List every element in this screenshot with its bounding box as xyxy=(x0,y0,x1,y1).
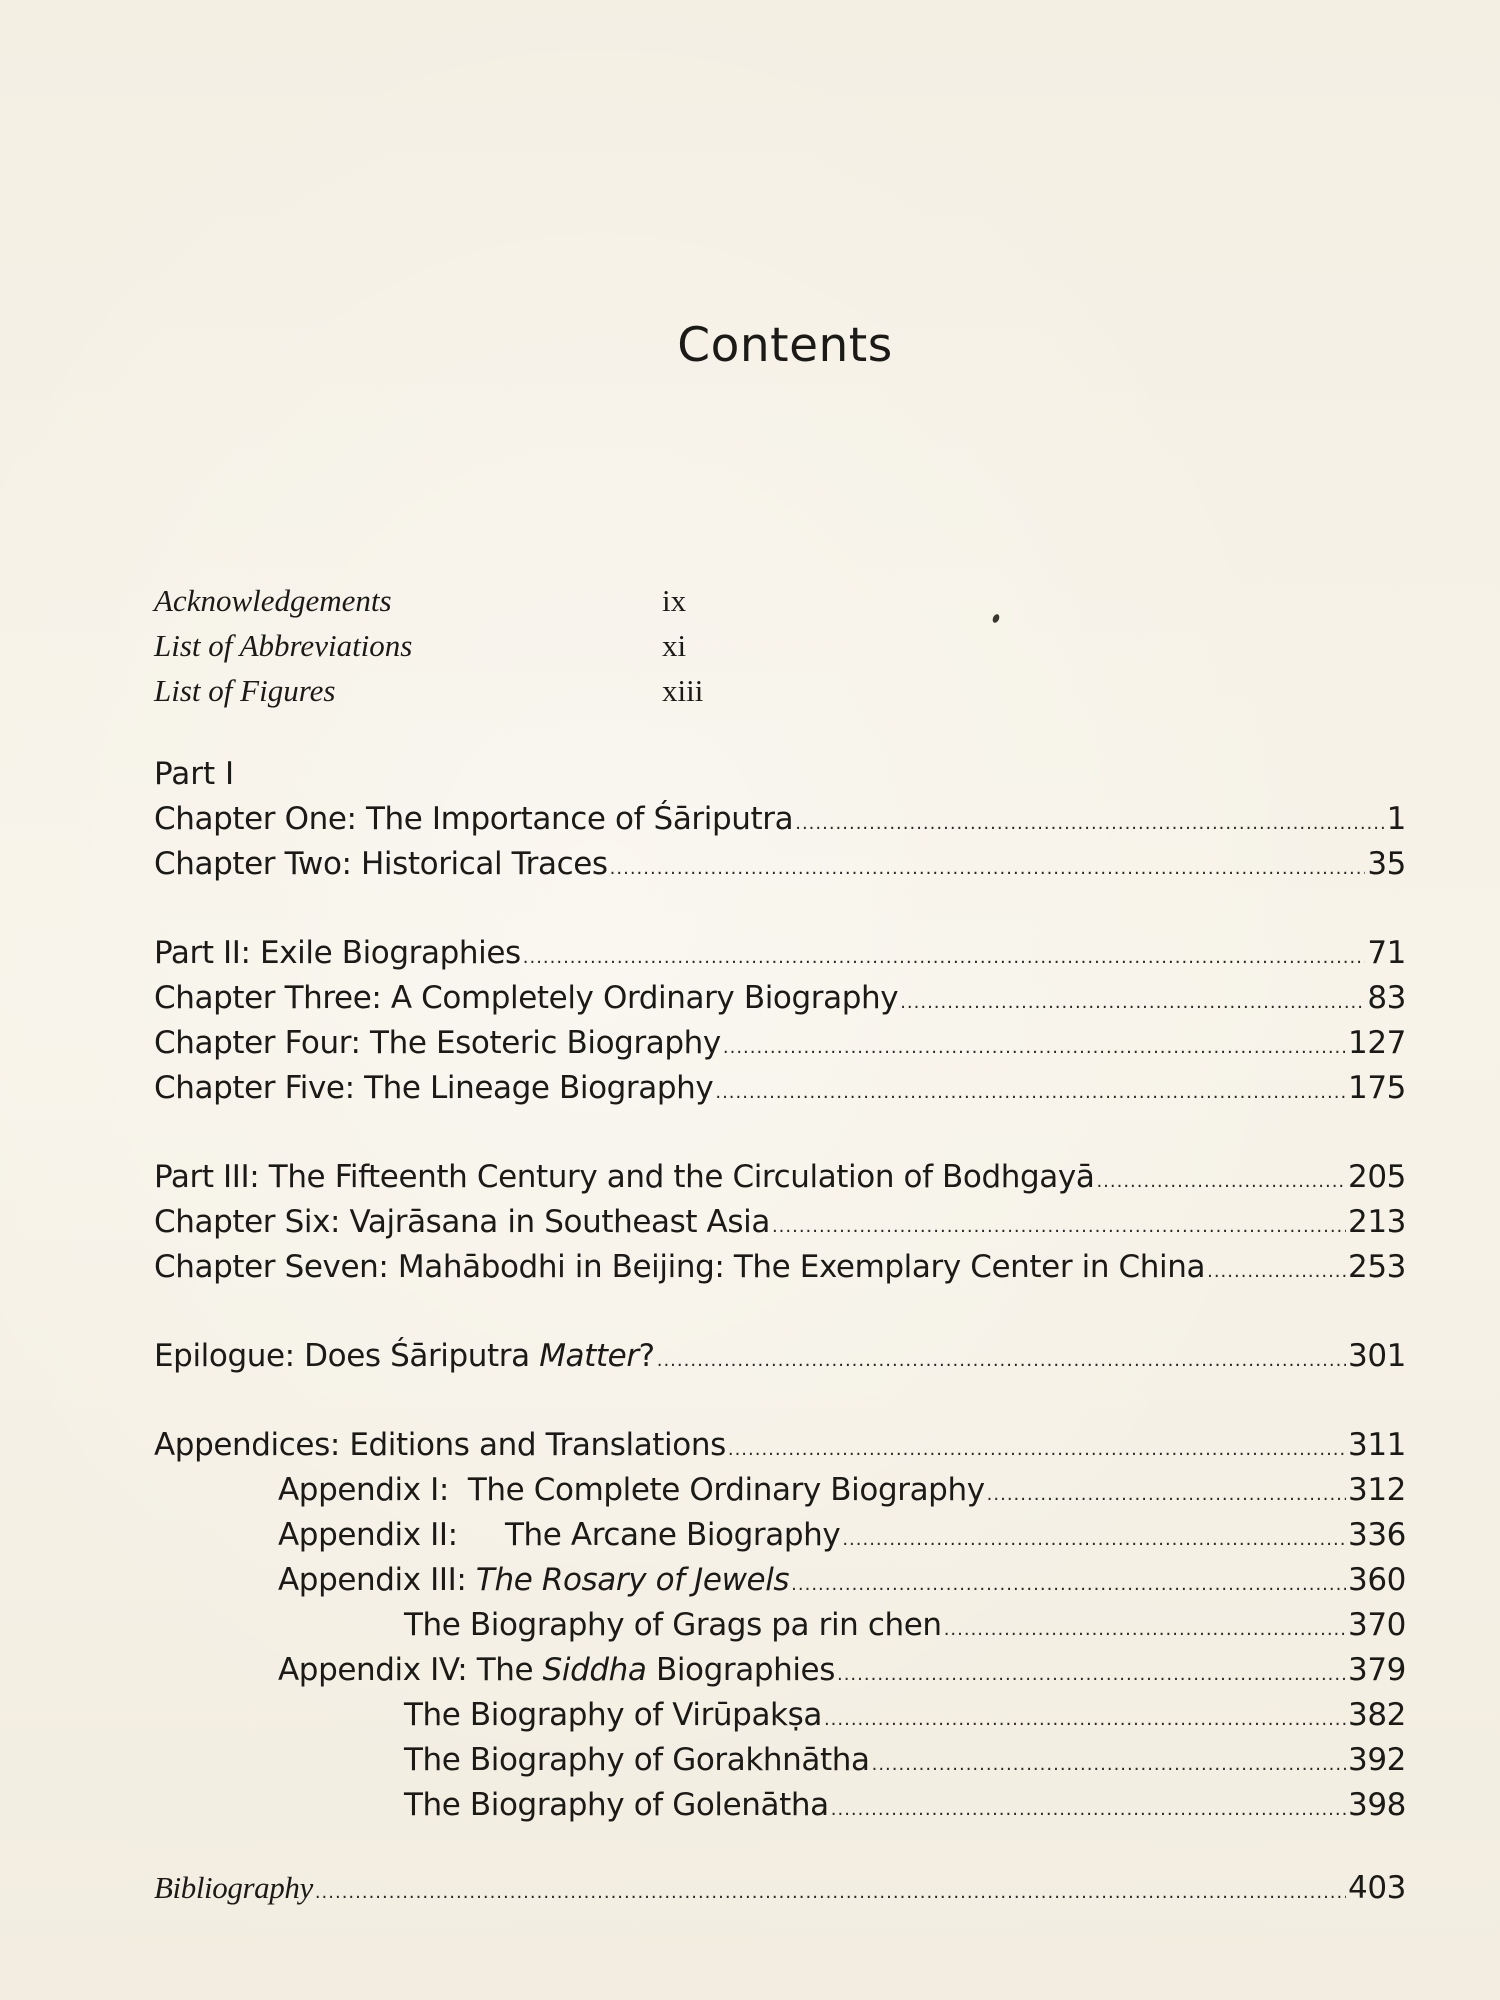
dot-leader xyxy=(657,1350,1346,1371)
page-title: Contents xyxy=(677,318,893,373)
entry-title: Appendix I: The Complete Ordinary Biography xyxy=(278,1472,985,1508)
page-number: 71 xyxy=(1367,935,1406,971)
page-number: 127 xyxy=(1348,1025,1406,1061)
entry-title-prefix: Epilogue: Does Śāriputra xyxy=(154,1338,540,1374)
page-number: 83 xyxy=(1367,980,1406,1016)
page-number: 379 xyxy=(1348,1652,1406,1688)
entry-title: Chapter Seven: Mahābodhi in Beijing: The Exemplary Center in China xyxy=(154,1249,1206,1285)
entry-title-prefix: Appendix III: xyxy=(278,1562,476,1598)
entry-title-italic: Matter xyxy=(539,1338,639,1374)
entry-title xyxy=(278,1562,789,1598)
dot-leader xyxy=(987,1484,1346,1505)
toc-entry xyxy=(154,1697,1406,1742)
entry-title: The Biography of Gorakhnātha xyxy=(404,1742,870,1778)
dot-leader xyxy=(795,813,1384,834)
toc-entry xyxy=(154,1427,1406,1472)
part-title: Part I xyxy=(154,756,235,792)
front-matter-list xyxy=(154,578,854,713)
dot-leader xyxy=(900,992,1365,1013)
dot-leader xyxy=(715,1082,1346,1103)
entry-title-prefix: Appendix IV: The xyxy=(278,1652,543,1688)
page-number: 1 xyxy=(1386,801,1406,837)
dot-leader xyxy=(728,1439,1346,1460)
toc-entry xyxy=(154,1338,1406,1383)
entry-title: Chapter One: The Importance of Śāriputra xyxy=(154,801,794,837)
toc-entry xyxy=(154,1562,1406,1607)
dot-leader xyxy=(791,1574,1346,1595)
dot-leader xyxy=(837,1664,1346,1685)
front-matter-item xyxy=(154,668,854,713)
page-number: 360 xyxy=(1348,1562,1406,1598)
page-number: 213 xyxy=(1348,1204,1406,1240)
part-heading xyxy=(154,756,1406,801)
dot-leader xyxy=(872,1754,1346,1775)
toc-entry xyxy=(154,980,1406,1025)
front-matter-item xyxy=(154,623,854,668)
toc-entry xyxy=(154,846,1406,891)
entry-title-italic: Siddha xyxy=(542,1652,647,1688)
dot-leader xyxy=(842,1529,1346,1550)
dot-leader xyxy=(610,858,1366,879)
entry-title: List of Abbreviations xyxy=(154,627,413,663)
entry-title: Appendices: Editions and Translations xyxy=(154,1427,726,1463)
entry-title: Chapter Three: A Completely Ordinary Biography xyxy=(154,980,899,1016)
page-number: ix xyxy=(662,582,687,618)
dot-leader xyxy=(523,947,1366,968)
toc-entry xyxy=(154,935,1406,980)
entry-title: Chapter Six: Vajrāsana in Southeast Asia xyxy=(154,1204,770,1240)
dot-leader xyxy=(723,1037,1346,1058)
toc-entry xyxy=(154,1787,1406,1832)
entry-title: List of Figures xyxy=(154,672,336,708)
entry-title: Chapter Five: The Lineage Biography xyxy=(154,1070,714,1106)
toc-entry xyxy=(154,1070,1406,1115)
table-of-contents xyxy=(154,756,1406,1915)
entry-title xyxy=(278,1652,835,1688)
page-number: 392 xyxy=(1348,1742,1406,1778)
page-number: 311 xyxy=(1348,1427,1406,1463)
toc-entry xyxy=(154,1517,1406,1562)
page-number: xiii xyxy=(662,672,704,708)
entry-title: The Biography of Virūpakṣa xyxy=(404,1697,822,1733)
toc-entry xyxy=(154,1472,1406,1517)
dot-leader xyxy=(315,1882,1346,1903)
page-number: 312 xyxy=(1348,1472,1406,1508)
dot-leader xyxy=(1096,1171,1346,1192)
toc-entry xyxy=(154,1249,1406,1294)
toc-entry xyxy=(154,1204,1406,1249)
entry-title xyxy=(154,1338,655,1374)
page-number: 382 xyxy=(1348,1697,1406,1733)
page-number: 398 xyxy=(1348,1787,1406,1823)
page-number: 205 xyxy=(1348,1159,1406,1195)
page-number: xi xyxy=(662,627,687,663)
toc-entry xyxy=(154,1742,1406,1787)
entry-title: Chapter Four: The Esoteric Biography xyxy=(154,1025,721,1061)
entry-title: Acknowledgements xyxy=(154,582,392,618)
page-number: 336 xyxy=(1348,1517,1406,1553)
entry-title: Chapter Two: Historical Traces xyxy=(154,846,608,882)
toc-entry xyxy=(154,801,1406,846)
toc-entry xyxy=(154,1159,1406,1204)
page-number: 403 xyxy=(1348,1870,1406,1906)
toc-entry xyxy=(154,1607,1406,1652)
entry-title: Bibliography xyxy=(154,1870,313,1905)
page-number: 253 xyxy=(1348,1249,1406,1285)
front-matter-item xyxy=(154,578,854,623)
dot-leader xyxy=(831,1799,1346,1820)
entry-title-suffix: ? xyxy=(638,1338,655,1374)
entry-title: Part II: Exile Biographies xyxy=(154,935,521,971)
page-number: 175 xyxy=(1348,1070,1406,1106)
ink-speck xyxy=(991,613,1000,624)
entry-title: Appendix II: The Arcane Biography xyxy=(278,1517,841,1553)
page-number: 35 xyxy=(1367,846,1406,882)
dot-leader xyxy=(944,1619,1346,1640)
page-number: 370 xyxy=(1348,1607,1406,1643)
page-number: 301 xyxy=(1348,1338,1406,1374)
entry-title: Part III: The Fifteenth Century and the Circulation of Bodhgayā xyxy=(154,1159,1095,1195)
dot-leader xyxy=(1207,1261,1346,1282)
entry-title-suffix: Biographies xyxy=(646,1652,835,1688)
entry-title: The Biography of Golenātha xyxy=(404,1787,829,1823)
dot-leader xyxy=(824,1709,1346,1730)
toc-entry xyxy=(154,1870,1406,1915)
toc-entry xyxy=(154,1025,1406,1070)
entry-title: The Biography of Grags pa rin chen xyxy=(404,1607,942,1643)
entry-title-italic: The Rosary of Jewels xyxy=(475,1562,790,1598)
dot-leader xyxy=(772,1216,1346,1237)
toc-entry xyxy=(154,1652,1406,1697)
